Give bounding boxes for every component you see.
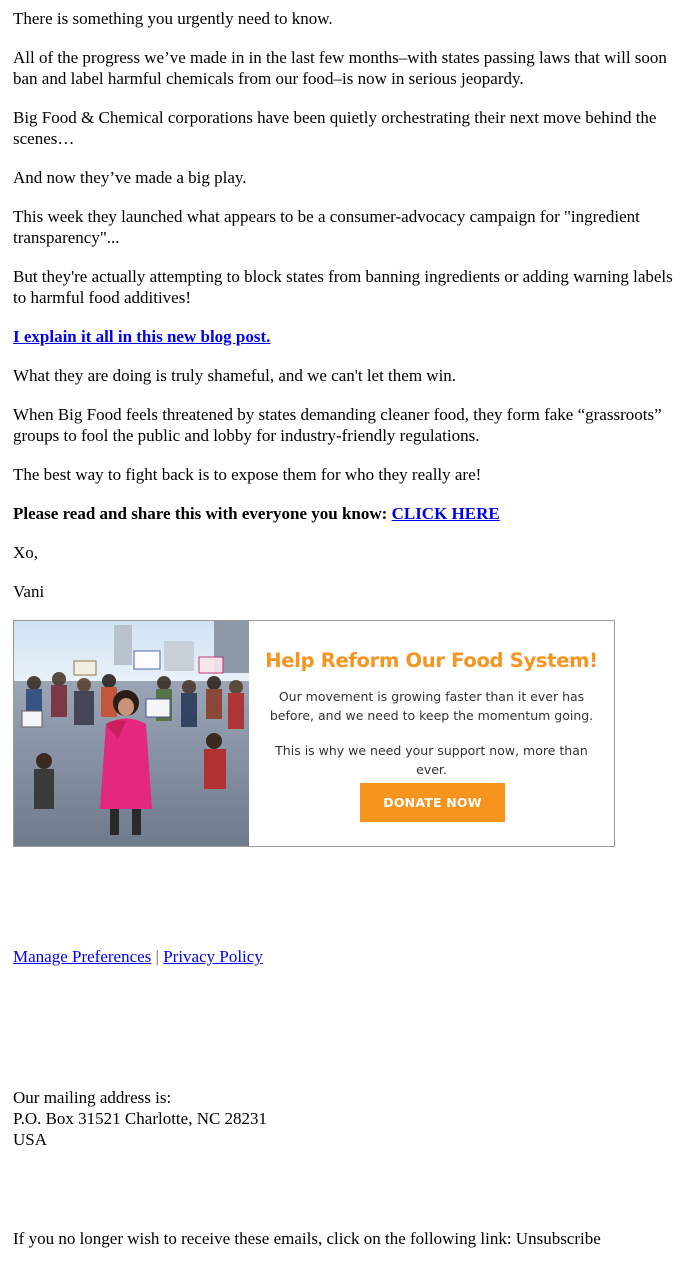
mailing-address	[13, 1087, 685, 1150]
banner-title: Help Reform Our Food System!	[265, 649, 598, 672]
paragraph-campaign: This week they launched what appears to be a consumer-advocacy campaign for "ingredient transparency"...	[13, 207, 640, 247]
banner-support-text: This is why we need your support now, more than ever.	[275, 743, 588, 777]
rally-photo	[14, 621, 249, 846]
address-country: USA	[13, 1130, 48, 1149]
privacy-policy-link[interactable]: Privacy Policy	[163, 947, 263, 966]
paragraph-block-states: But they're actually attempting to block states from banning ingredients or adding warning labels to harmful food additives!	[13, 267, 673, 307]
footer-separator: |	[151, 947, 164, 966]
blog-post-link[interactable]: I explain it all in this new blog post.	[13, 327, 271, 346]
donate-banner[interactable]	[13, 620, 615, 847]
paragraph-big-food: Big Food & Chemical corporations have been quietly orchestrating their next move behind the scenes…	[13, 108, 657, 148]
donate-now-button[interactable]: DONATE NOW	[360, 783, 505, 822]
footer-links	[13, 946, 685, 967]
paragraph-big-play: And now they’ve made a big play.	[13, 168, 247, 187]
share-text: Please read and share this with everyone you know:	[13, 504, 392, 523]
address-label: Our mailing address is:	[13, 1088, 172, 1107]
paragraph-fight-back: The best way to fight back is to expose them for who they really are!	[13, 465, 482, 484]
address-line: P.O. Box 31521 Charlotte, NC 28231	[13, 1109, 268, 1128]
paragraph-blog	[13, 326, 685, 347]
click-here-link[interactable]: CLICK HERE	[391, 504, 500, 523]
signoff: Xo,	[13, 543, 39, 562]
paragraph-share	[13, 503, 685, 524]
paragraph-grassroots: When Big Food feels threatened by states demanding cleaner food, they form fake “grassroots” groups to fool the public and lobby for industry-friendly regulations.	[13, 405, 662, 445]
signature: Vani	[13, 582, 45, 601]
paragraph-intro: There is something you urgently need to know.	[13, 9, 333, 28]
banner-body: Our movement is growing faster than it ever has before, and we need to keep the momentum going.	[269, 689, 594, 723]
paragraph-progress: All of the progress we’ve made in in the last few months–with states passing laws that will soon ban and label harmful chemicals from our food–is now in serious jeopardy.	[13, 48, 667, 88]
unsubscribe-text[interactable]: If you no longer wish to receive these emails, click on the following link: Unsubscribe	[13, 1229, 601, 1248]
paragraph-shameful: What they are doing is truly shameful, and we can't let them win.	[13, 366, 457, 385]
banner-text-panel	[249, 621, 614, 846]
manage-preferences-link[interactable]: Manage Preferences	[13, 947, 152, 966]
